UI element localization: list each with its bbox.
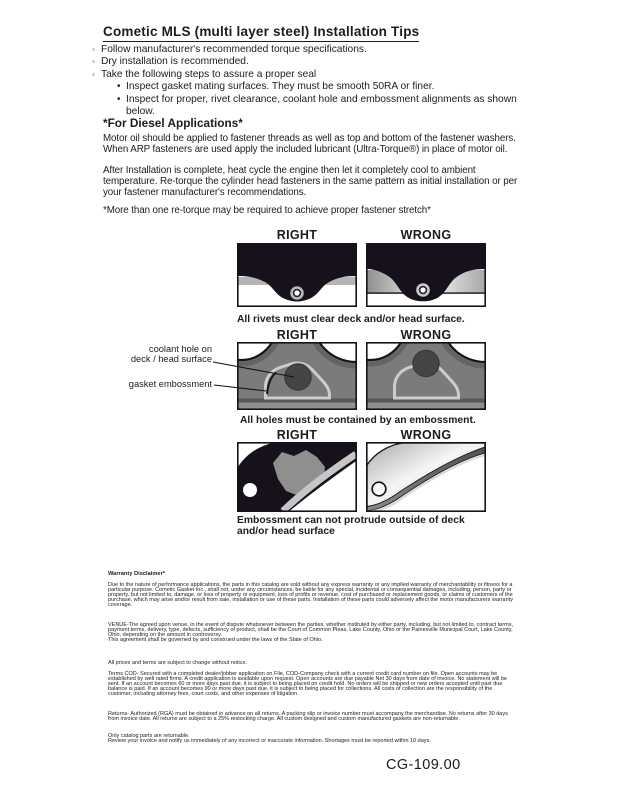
- embossment-wrong-label: WRONG: [400, 428, 452, 442]
- retorque-note: *More than one re-torque may be required to achieve proper fastener stretch*: [103, 205, 431, 216]
- warranty-paragraph: Due to the nature of performance applications, the parts in this catalog are sold without any express warranty or any implied warranty of merchantability or fitness for a particular purpose. Cometic Gasket Inc., shall not, under any circumstances, be liable for any special, incidental or consequential damages, including, person, party or property, but not limited to, damage, or loss of property or equipment, loss of profits or revenue, cost of purchased or replacement goods, or claims of customers of the purchase, which may arise and/or result from sale, installation or use of these parts. Installation of these parts could adversely affect the motor manufacturers warranty coverage.: [108, 582, 513, 609]
- dot-bullet-icon: •: [117, 81, 121, 93]
- circle-bullet-icon: ◦: [92, 69, 95, 79]
- terms-cod-paragraph: Terms COD- Secured with a completed dealer/jobber application on File, COD-Company check with a current credit card number on file. Open accounts may be established by well rated firms. A credit application is available upon request. Open accounts are due payable Net 30 days from date of invoice. No statement will be sent. If an account becomes 60 or more days past due, it is subject to being placed on credit hold. No orders will be shipped or new orders accepted until past due balance is paid. If an account becomes 90 or more days past due, it is subject to being placed for collections. All costs of collection are the responsibility of the customer, including attorney fees, court costs, and other expenses of litigation.: [108, 671, 507, 698]
- diesel-paragraph-1: Motor oil should be applied to fastener threads as well as top and bottom of the fastener washers. When ARP fasteners are used apply the included lubricant (Ultra-Torque®) in place of motor oil.: [103, 133, 516, 155]
- rivets-wrong-diagram: [366, 243, 486, 307]
- list-item-text: Inspect for proper, rivet clearance, coolant hole and embossment alignments as shown below.: [126, 93, 517, 118]
- sub-list-item: [117, 94, 537, 119]
- list-item: [92, 44, 537, 56]
- diesel-paragraph-2: After Installation is complete, heat cycle the engine then let it completely cool to ambient temperature. Re-torque the cylinder head fasteners in the same pattern as initial installation or per your fastener manufacturer's recommendations.: [103, 165, 518, 198]
- rivets-right-label: RIGHT: [276, 228, 318, 242]
- bolt-hole-graphic: [372, 482, 386, 496]
- list-item-text: Follow manufacturer's recommended torque specifications.: [101, 44, 367, 55]
- dot-bullet-icon: •: [117, 93, 121, 105]
- warranty-heading: Warranty Disclaimer*: [108, 571, 166, 577]
- caption-line: and/or head surface: [237, 526, 335, 538]
- embossment-right-graphic: [237, 442, 357, 512]
- holes-right-graphic: [237, 342, 357, 410]
- rivets-caption: All rivets must clear deck and/or head surface.: [237, 314, 465, 325]
- rivet-graphic: [290, 286, 304, 300]
- holes-wrong-graphic: [366, 342, 486, 410]
- circle-bullet-icon: ◦: [92, 45, 95, 54]
- venue-paragraph: VENUE-The agreed upon venue, in the event of dispute whatsoever between the parties, whether instituted by either party, including, but not limited to, contract terms, payment terms, delivery, type, defects, sufficiency of product, shall be the Court of Common Pleas, Lake County, Ohio or the Painesville Municipal Court, Lake County, Ohio, depending on the amount in controversy.: [108, 621, 513, 638]
- review-invoice-line: Review your invoice and notify us immediately of any incorrect or inaccurate information. Shortages must be reported within 10 days.: [108, 737, 431, 744]
- returns-paragraph: Returns- Authorized (RGA) must be obtained in advance on all returns. A packing slip or invoice number must accompany the merchandise. No returns after 30 days from invoice date. All returns are subject to a 25% restocking charge. All custom designed and custom manufactured gaskets are non-returnable.: [108, 710, 508, 722]
- embossment-wrong-graphic: [366, 442, 486, 512]
- rivet-graphic: [416, 283, 430, 297]
- diesel-applications-heading: *For Diesel Applications*: [103, 116, 243, 130]
- bolt-hole-graphic: [243, 483, 257, 497]
- holes-wrong-diagram: [366, 342, 486, 410]
- list-item-text: Take the following steps to assure a proper seal: [101, 68, 317, 80]
- embossment-wrong-diagram: [366, 442, 486, 512]
- annotation-text: deck / head surface: [130, 353, 212, 364]
- prices-terms-line: All prices and terms are subject to change without notice.: [108, 659, 248, 666]
- coolant-hole-graphic: [285, 364, 311, 390]
- annotation-text: coolant hole on: [148, 344, 212, 354]
- rivets-right-diagram: [237, 243, 357, 307]
- returnable-line: Only catalog parts are returnable.: [108, 732, 190, 739]
- holes-wrong-label: WRONG: [400, 328, 452, 342]
- governing-law-line: This agreement shall be governed by and construed under the laws of the State of Ohio.: [108, 636, 323, 643]
- holes-right-label: RIGHT: [276, 328, 318, 342]
- page-code: CG-109.00: [386, 757, 461, 773]
- annotation-text: gasket embossment: [128, 379, 212, 389]
- sub-list-item: [117, 81, 537, 93]
- rivets-wrong-graphic: [366, 243, 486, 307]
- embossment-caption: [237, 515, 517, 537]
- holes-right-diagram: [237, 342, 357, 410]
- embossment-right-diagram: [237, 442, 357, 512]
- gasket-embossment-annotation: [96, 380, 212, 390]
- installation-tips-list: [92, 44, 537, 118]
- page-title: Cometic MLS (multi layer steel) Installation Tips: [103, 24, 419, 42]
- list-item-text: Dry installation is recommended.: [101, 56, 249, 68]
- list-item: [92, 56, 537, 68]
- warranty-disclaimer-block: [108, 572, 516, 744]
- caption-line: Embossment can not protrude outside of deck: [237, 515, 465, 526]
- embossment-right-label: RIGHT: [276, 428, 318, 442]
- rivets-wrong-label: WRONG: [400, 228, 452, 242]
- list-item-text: Inspect gasket mating surfaces. They must be smooth 50RA or finer.: [126, 81, 435, 93]
- coolant-hole-annotation: [100, 345, 212, 364]
- coolant-hole-graphic: [413, 350, 439, 376]
- circle-bullet-icon: ◦: [92, 57, 95, 67]
- rivets-right-graphic: [237, 243, 357, 307]
- holes-caption: All holes must be contained by an embossment.: [240, 415, 476, 426]
- list-item: [92, 69, 537, 81]
